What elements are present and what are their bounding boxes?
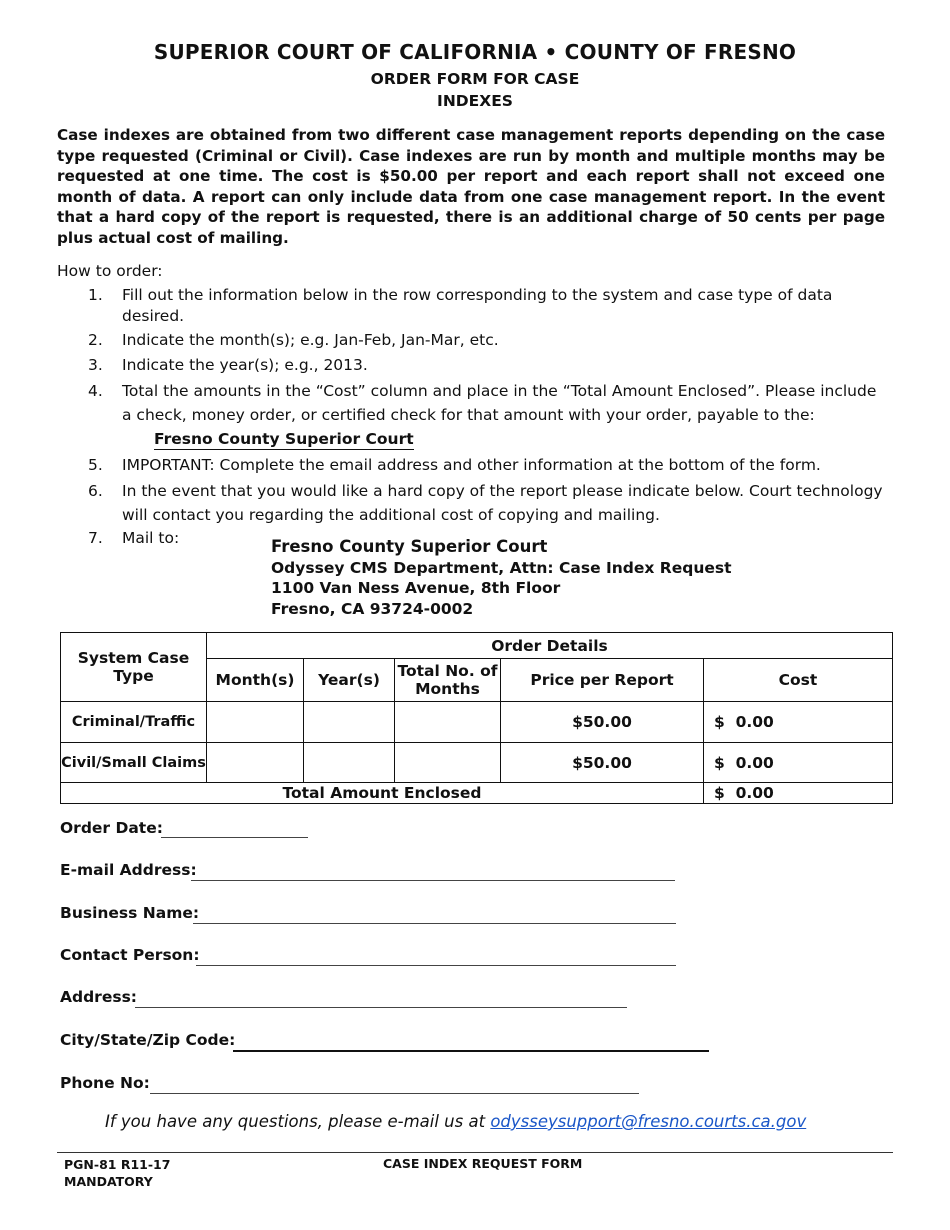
- step-6: [88, 479, 888, 527]
- form-code: [64, 1156, 170, 1190]
- order-date-input[interactable]: [161, 837, 308, 838]
- cost-cell[interactable]: $ 0.00: [704, 743, 893, 783]
- phone-input[interactable]: [150, 1093, 639, 1094]
- step-text: Fill out the information below in the row corresponding to the system and case type of data desired.: [122, 286, 833, 325]
- footer-divider: [57, 1152, 893, 1153]
- form-subtitle: ORDER FORM FOR CASE: [370, 70, 580, 88]
- total-value[interactable]: $ 0.00: [704, 783, 893, 804]
- price-cell: $50.00: [501, 702, 704, 743]
- system-case-type-header: System Case Type: [61, 633, 207, 702]
- form-subtitle-line2: INDEXES: [437, 92, 513, 110]
- step-number: 3.: [88, 356, 103, 374]
- email-label: E-mail Address:: [60, 861, 197, 879]
- step-number: 5.: [88, 456, 103, 474]
- step-5: [88, 455, 888, 476]
- table-row: [61, 702, 893, 743]
- order-details-header: Order Details: [207, 633, 893, 659]
- table-row: [61, 743, 893, 783]
- step-text: In the event that you would like a hard copy of the report please indicate below. Court technology will contact you regarding the additional cost of copying and mailing.: [122, 482, 883, 524]
- months-cell[interactable]: [207, 743, 304, 783]
- phone-label: Phone No:: [60, 1074, 150, 1092]
- address-label: Address:: [60, 988, 137, 1006]
- contact-note: [105, 1112, 806, 1131]
- step-3: [88, 355, 888, 376]
- order-table: [60, 632, 893, 804]
- step-number: 4.: [88, 382, 103, 400]
- how-to-order-heading: How to order:: [57, 262, 163, 280]
- total-row: [61, 783, 893, 804]
- total-months-cell[interactable]: [395, 702, 501, 743]
- step-text: Indicate the month(s); e.g. Jan-Feb, Jan-Mar, etc.: [122, 331, 499, 349]
- mail-line: Fresno County Superior Court: [271, 537, 548, 556]
- mailing-address: [271, 537, 732, 619]
- mail-line: Fresno, CA 93724-0002: [271, 599, 474, 618]
- months-header: Month(s): [207, 659, 304, 702]
- intro-paragraph: Case indexes are obtained from two different case management reports depending on the case type requested (Criminal or Civil). Case indexes are run by month and multiple months may be requested at one time. The cost is $50.00 per report and each report shall not exceed one month of data. A report can only include data from one case management report. In the event that a hard copy of the report is requested, there is an additional charge of 50 cents per page plus actual cost of mailing.: [57, 126, 885, 247]
- years-cell[interactable]: [304, 743, 395, 783]
- support-email-link[interactable]: odysseysupport@fresno.courts.ca.gov: [490, 1112, 807, 1131]
- contact-person-label: Contact Person:: [60, 946, 200, 964]
- years-cell[interactable]: [304, 702, 395, 743]
- court-title: SUPERIOR COURT OF CALIFORNIA • COUNTY OF FRESNO: [153, 40, 797, 64]
- contact-person-input[interactable]: [196, 965, 676, 966]
- address-input[interactable]: [135, 1007, 627, 1008]
- total-months-cell[interactable]: [395, 743, 501, 783]
- case-type-cell: Criminal/Traffic: [61, 702, 207, 743]
- step-number: 1.: [88, 286, 103, 304]
- business-name-label: Business Name:: [60, 904, 200, 922]
- step-text: Mail to:: [122, 529, 180, 547]
- step-number: 2.: [88, 331, 103, 349]
- price-header: Price per Report: [501, 659, 704, 702]
- total-label: Total Amount Enclosed: [61, 783, 704, 804]
- months-cell[interactable]: [207, 702, 304, 743]
- city-state-zip-input[interactable]: [233, 1050, 709, 1052]
- business-name-input[interactable]: [193, 923, 676, 924]
- mail-line: Odyssey CMS Department, Attn: Case Index Request: [271, 558, 732, 577]
- step-2: [88, 330, 888, 351]
- payee-name: Fresno County Superior Court: [154, 430, 414, 448]
- step-number: 7.: [88, 529, 103, 547]
- cost-cell[interactable]: $ 0.00: [704, 702, 893, 743]
- order-date-label: Order Date:: [60, 819, 163, 837]
- form-number: PGN-81 R11-17: [64, 1157, 171, 1172]
- question-text: If you have any questions, please e-mail us at: [105, 1112, 491, 1131]
- case-type-cell: Civil/Small Claims: [61, 743, 207, 783]
- footer-form-title: CASE INDEX REQUEST FORM: [383, 1156, 583, 1171]
- step-text: Total the amounts in the “Cost” column and place in the “Total Amount Enclosed”. Please include a check, money order, or certified check for that amount with your order, payable to the:: [122, 382, 877, 424]
- step-text: IMPORTANT: Complete the email address and other information at the bottom of the form.: [122, 456, 821, 474]
- step-1: [88, 285, 888, 327]
- form-status: MANDATORY: [64, 1174, 153, 1189]
- mail-line: 1100 Van Ness Avenue, 8th Floor: [271, 579, 561, 597]
- price-cell: $50.00: [501, 743, 704, 783]
- city-state-zip-label: City/State/Zip Code:: [60, 1031, 236, 1049]
- years-header: Year(s): [304, 659, 395, 702]
- step-4: [88, 379, 888, 451]
- cost-header: Cost: [704, 659, 893, 702]
- step-text: Indicate the year(s); e.g., 2013.: [122, 356, 368, 374]
- total-months-header: Total No. of Months: [395, 659, 501, 702]
- step-number: 6.: [88, 482, 103, 500]
- email-input[interactable]: [191, 880, 675, 881]
